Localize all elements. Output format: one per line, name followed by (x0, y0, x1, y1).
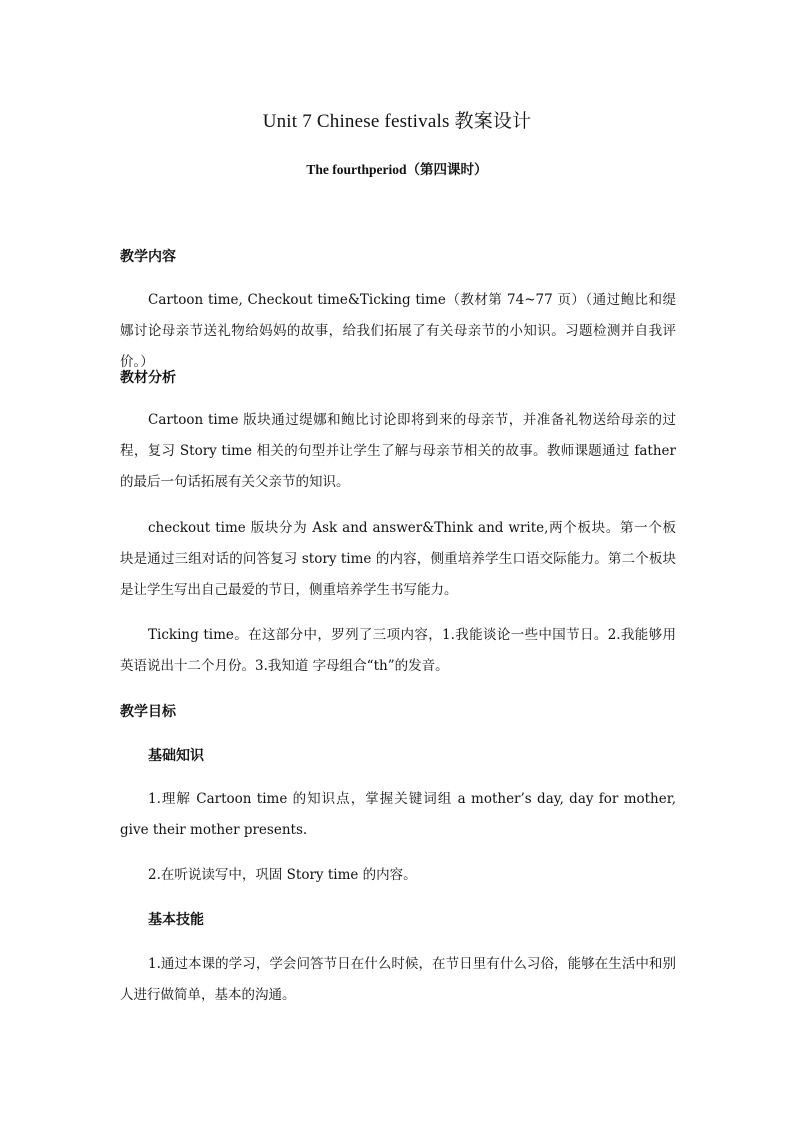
section-heading-teaching-goals: 教学目标 (120, 704, 176, 720)
paragraph-goal-knowledge-2: 2.在听说读写中，巩固 Story time 的内容。 (148, 867, 417, 883)
document-subtitle: The fourthperiod（第四课时） (306, 162, 488, 177)
paragraph-ticking-time: Ticking time。在这部分中，罗列了三项内容，1.我能谈论一些中国节日。2.我能够用英语说出十二个月份。3.我知道 字母组合“th”的发音。 (120, 627, 676, 674)
paragraph-teaching-content: Cartoon time, Checkout time&Ticking time（教材第 74~77 页）（通过鲍比和缇娜讨论母亲节送礼物给妈妈的故事，给我们拓展了有关母亲节的小知识。习题检测并自我评价。） (120, 292, 676, 370)
document-title: Unit 7 Chinese festivals 教案设计 (262, 111, 532, 132)
subsection-heading-basic-skills: 基本技能 (148, 912, 204, 928)
paragraph-goal-knowledge-1: 1.理解 Cartoon time 的知识点，掌握关键词组 a mother’s day, day for mother, give their mother presents. (120, 791, 676, 838)
paragraph-checkout-time: checkout time 版块分为 Ask and answer&Think and write,两个板块。第一个板块是通过三组对话的问答复习 story time 的内容，侧重培养学生口语交际能力。第二个板块是让学生写出自己最爱的节日，侧重培养学生书写能力。 (120, 520, 676, 598)
paragraph-cartoon-time: Cartoon time 版块通过缇娜和鲍比讨论即将到来的母亲节，并准备礼物送给母亲的过程，复习 Story time 相关的句型并让学生了解与母亲节相关的故事。教师课题通过 father 的最后一句话拓展有关父亲节的知识。 (120, 412, 676, 490)
section-heading-teaching-content: 教学内容 (120, 249, 176, 265)
paragraph-goal-skills-1: 1.通过本课的学习，学会问答节日在什么时候，在节日里有什么习俗，能够在生活中和别人进行做简单，基本的沟通。 (120, 956, 676, 1003)
section-heading-material-analysis: 教材分析 (120, 370, 176, 386)
subsection-heading-basic-knowledge: 基础知识 (148, 748, 204, 764)
